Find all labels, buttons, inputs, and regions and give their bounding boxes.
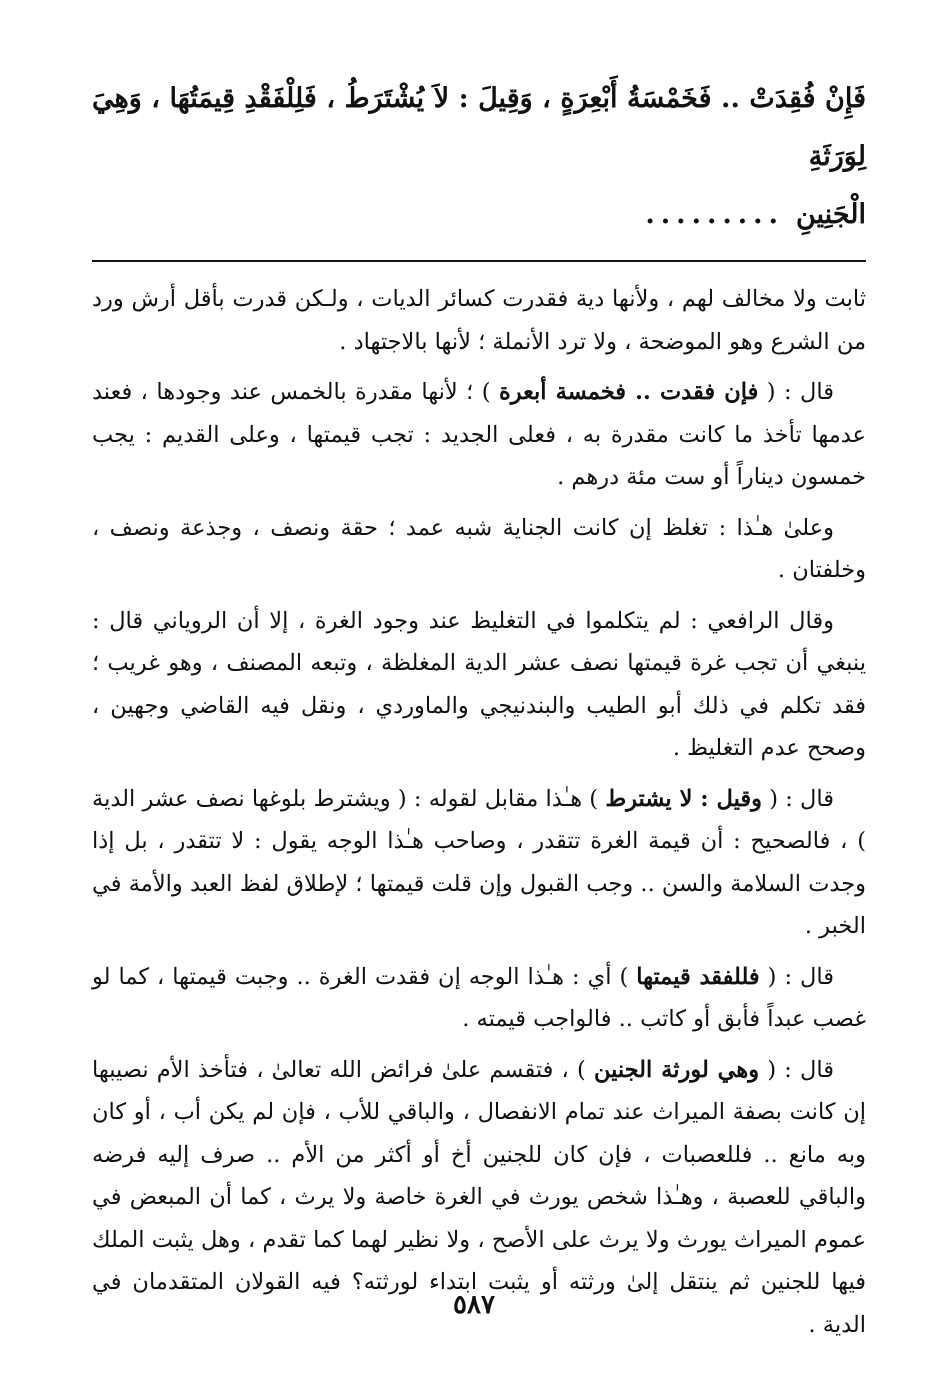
commentary-paragraph-0: ثابت ولا مخالف لهم ، ولأنها دية فقدرت كسائر الديات ، ولـكن قدرت بأقل أرش ورد من الشرع وهو الموضحة ، ولا ترد الأنملة ؛ لأنها بالاجتهاد .	[92, 286, 866, 355]
matn-line-2-text: الْجَنِينِ	[795, 199, 866, 230]
commentary-paragraph-2: وعلىٰ هـٰذا : تغلظ إن كانت الجناية شبه عمد ؛ حقة ونصف ، وجذعة ونصف ، وخلفتان .	[92, 514, 866, 583]
page-number: ٥٨٧	[453, 1290, 495, 1320]
matn-line-1: فَإِنْ فُقِدَتْ .. فَخَمْسَةُ أَبْعِرَةٍ ، وَقِيلَ : لاَ يُشْتَرَطُ ، فَلِلْفَقْدِ قِيمَتُهَا ، وَهِيَ لِوَرَثَةِ	[92, 83, 866, 172]
commentary-paragraph-5	[92, 956, 866, 1041]
commentary-paragraph-4	[92, 778, 866, 948]
matn-quote: فللفقد قيمتها	[636, 963, 760, 990]
matn-dots: .........	[645, 199, 784, 230]
matn-text	[92, 70, 866, 244]
separator-rule	[92, 260, 866, 262]
paragraph-body: ) أي : هـٰذا الوجه إن فقدت الغرة .. وجبت قيمتها ، كما لو غصب عبداً فأبق أو كاتب .. فالواجب قيمته .	[92, 963, 866, 1032]
quote-open: قال : (	[759, 963, 834, 990]
paragraph-body: ) ؛ لأنها مقدرة بالخمس عند وجودها ، فعند عدمها تأخذ ما كانت مقدرة به ، فعلى الجديد : تجب قيمتها ، وعلى القديم : يجب خمسون ديناراً أو ست مئة درهم .	[92, 379, 866, 490]
quote-open: قال : (	[759, 1056, 834, 1083]
matn-quote: وهي لورثة الجنين	[593, 1056, 760, 1083]
commentary-paragraph-1	[92, 371, 866, 499]
matn-line-2	[92, 186, 866, 244]
quote-open: قال : (	[758, 379, 834, 405]
commentary-paragraph-3: وقال الرافعي : لم يتكلموا في التغليظ عند وجود الغرة ، إلا أن الروياني قال : ينبغي أن تجب غرة قيمتها نصف عشر الدية المغلظة ، وتبعه المصنف ، وهو غريب ؛ فقد تكلم في ذلك أبو الطيب والبندنيجي والماوردي ، ونقل فيه القاضي وجهين ، وصحح عدم التغليظ .	[92, 607, 866, 761]
matn-quote: فإن فقدت .. فخمسة أبعرة	[498, 379, 759, 405]
paragraph-body: ) هـٰذا مقابل لقوله : ( ويشترط بلوغها نصف عشر الدية ) ، فالصحيح : أن قيمة الغرة تتقدر ، وصاحب هـٰذا الوجه يقول : لا تتقدر ، بل إذا وجدت السلامة والسن .. وجب القبول وإن قلت قيمتها ؛ لإطلاق لفظ العبد والأمة في الخبر .	[92, 785, 866, 939]
quote-open: قال : (	[761, 785, 834, 812]
paragraph-body: ) ، فتقسم علىٰ فرائض الله تعالىٰ ، فتأخذ الأم نصيبها إن كانت بصفة الميراث عند تمام الانفصال ، والباقي للأب ، فإن لم يكن أب ، أو كان وبه مانع .. فللعصبات ، فإن كان للجنين أخ أو أكثر من الأم .. صرف إليه فرضه والباقي للعصبة ، وهـٰذا شخص يورث في الغرة خاصة ولا يرث ، كما أن المبعض في عموم الميراث يورث ولا يرث على الأصح ، ولا نظير لهما كما تقدم ، وهل يثبت الملك فيها للجنين ثم ينتقل إلىٰ ورثته أو يثبت ابتداء لورثته؟ فيه القولان المتقدمان في الدية .	[92, 1056, 866, 1338]
matn-quote: وقيل : لا يشترط	[605, 785, 762, 812]
commentary	[92, 278, 866, 1346]
